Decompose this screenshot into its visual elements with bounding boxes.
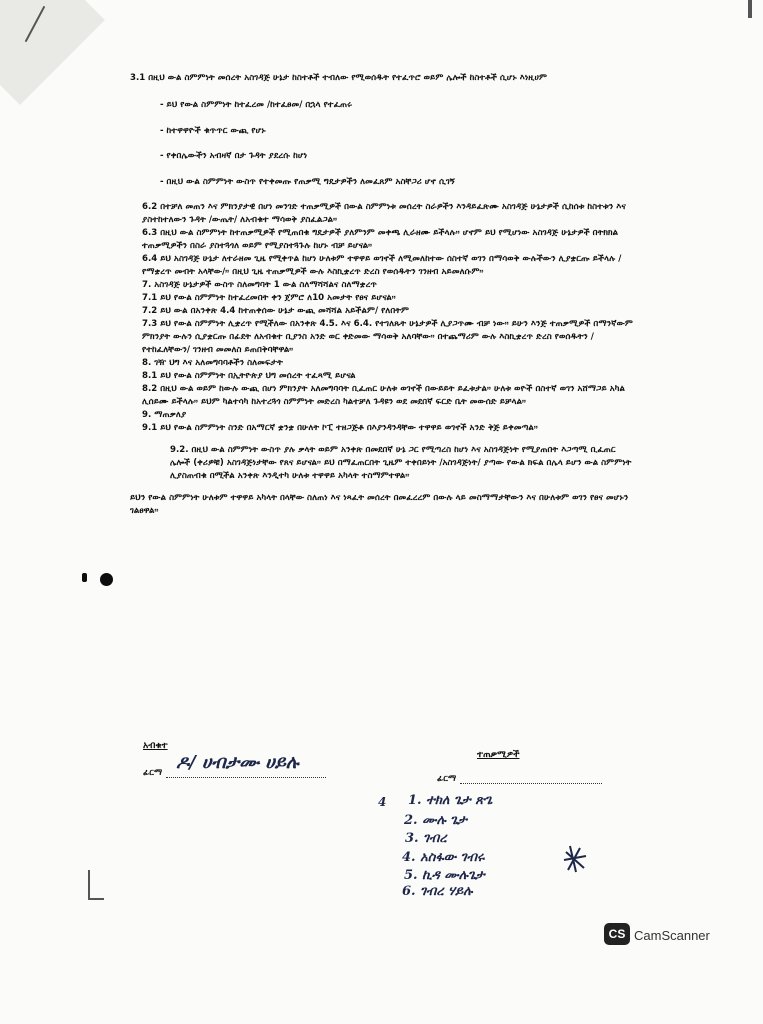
beneficiary-signature: 2. ሙሉ ጌታ	[404, 813, 467, 828]
list-item: - በዚህ ውል ስምምነት ውስጥ የተቀመጡ የጠቃሚ ግዴታዎችን ለመፈጸም አስቸጋሪ ሆኖ ሲገኝ	[160, 176, 455, 187]
page-edge-mark	[748, 0, 752, 18]
clause-7-2: 7.2 ይህ ውል በአንቀጽ 4.4 ከተጠቀሰው ሁኔታ ውጪ መሻሻል አይችልም/ የለበትም	[142, 306, 410, 316]
beneficiary-signature: 3. ገብረ	[405, 831, 447, 846]
folded-corner	[0, 0, 105, 105]
clause-8: 8. ገዥ ህግ እና አለመግባባቶችን ስለመፍታት	[142, 358, 283, 368]
clause-7: 7. አስገዳጅ ሁኔታዎች ውስጥ ስለመግባት 1 ውል ስለማሻሻልና ስለማቋረጥ	[142, 280, 377, 290]
list-item: - ይህ የውል ስምምነት ከተፈረመ /ከተፈፀመ/ በኋላ የተፈጠሩ	[160, 100, 353, 110]
beneficiary-signature: 4. አስፋው ገብሩ	[402, 850, 485, 865]
clause-6-4: 6.4 ይህ አስገዳጅ ሁኔታ ለተራዘመ ጊዜ የሚቀጥል ከሆነ ሁለቱም ተዋዋይ ወገኖች ለሚመለከተው ሰስተኛ ወገን በማሳወቅ ውሉችውን ሊያቋርጡ ይችላሉ /የማቋረጥ መብት አላቸው/። በዚህ ጊዜ ተጠቃሚዎች ውሉ እስኪቋረጥ ድረስ የወሰዱትን ገንዘብ አይመለሱም።	[142, 254, 622, 277]
sign-line-right	[460, 783, 602, 784]
closing-statement: ይህን የውል ስምምነት ሁለቱም ተዋዋይ አካላት በላቸው ስለጠነ እና ነጻፈት መሰረት በመፈረረም በውሉ ላይ መስማማታቸውን እና በሁለቱም ወገን የፀና መሆኑን ገልፀዋል።	[130, 493, 629, 516]
clause-7-1: 7.1 ይህ የውል ስምምነት ከተፈረመበት ቀን ጀምሮ ለ10 አመታት የፀና ይሆናል።	[142, 293, 396, 303]
section-3-1: 3.1 በዚህ ውል ስምምነት መሰረት አስገዳጅ ሁኔታ ከስተቶች ተብለው የሚወሰዱት የተፈጥሮ ወይም ሌሎች ከስተቶች ሲሆኑ እነዚሀም	[130, 73, 548, 83]
punch-hole	[100, 573, 113, 586]
list-item: - የቀበሌውችን አብዛኛ በታ ጉዳት ያደረሱ ከሆነ	[160, 151, 308, 161]
clause-9: 9. ማጠቃለያ	[142, 410, 187, 420]
clause-8-1: 8.1 ይህ የውል ስምምነት በኢትዮጵያ ህግ መሰረት ተፈጻሚ ይሆናል	[142, 371, 356, 381]
camscanner-logo: CS	[604, 923, 630, 945]
beneficiary-signature: 6. ገብረ ሃይሉ	[402, 884, 473, 899]
clause-8-2: 8.2 በዚህ ውል ወይም ከውሉ ውጪ በሆነ ምክንያት አለመግባባት ቢፈጠር ሁለቱ ወገኖች በውይይት ይፈቱታል። ሁለቱ ወዮች በስተኛ ወገን አሸማጋይ አካል ሊሰይሙ ይችላሉ። ይህም ካልተሳካ ከአተረጓጎ ስምምነት መድረስ ካልተቻለ ጉዳዩን ወደ መደበኛ ፍርድ ቤት መውሰድ ይቻላል።	[142, 384, 625, 407]
clause-9-1: 9.1 ይህ የውል ስምምነት ስንድ በአማርኛ ቋንቋ በሁለት ኮፒ ተዘጋጅቶ በእያንዳንዳቸው ተዋዋይ ወገኖች አንድ ቅጅ ይቀመጣል።	[142, 423, 538, 433]
beneficiary-signature: 5. ኪዳ ሙሉጌታ	[404, 868, 485, 883]
scribble-mark	[560, 842, 590, 876]
sign-label-right: ፊርማ	[437, 774, 457, 784]
document-body	[130, 72, 635, 518]
clause-6-2: 6.2 በተቻለ መጠን እና ምክንያታዊ በሆነ መንገድ ተጠቃሚዎች በውል ስምምነቱ መሰረት ስራዎችን እንዳይፈጽሙ አስገዳጅ ሁኔታዎች ሲከሰቱ ከስተቱን እና ያስተከተለውን ጉዳት /ውጤት/ ለአብቁተ ማሳወቅ ያስፈልጋል።	[142, 202, 626, 225]
party-right-label: ተጠቃሚዎች	[477, 750, 520, 760]
page-edge-mark	[88, 898, 104, 900]
clause-6-3: 6.3 በዚህ ውል ስምምነት ከተጠቃሚዎች የሚጠበቁ ግዴታዎች ያለምንም መቀጫ ሊራዘሙ ይችላሉ። ሆኖም ይህ የሚሆነው አስገዳጅ ሁኔታዎች በትክክል ተጠቃሚዎችን በስራ ያስተጓጎለ ወይም የሚያስተጓጉሉ ከሆኑ ብቻ ይሆናል።	[142, 228, 619, 251]
beneficiary-signature: 1. ተክለ ጌታ ጽጌ	[408, 793, 493, 808]
condition-list	[160, 99, 635, 189]
camscanner-watermark: CamScanner	[634, 928, 710, 943]
margin-number: 4	[378, 795, 387, 809]
left-signature: ዶ/ ሀብታሙ ሀይሉ	[176, 752, 299, 773]
sign-line-left	[166, 777, 326, 778]
party-left-label: አብቁተ	[143, 741, 168, 751]
punch-hole	[82, 573, 87, 582]
sign-label-left: ፊርማ	[143, 768, 163, 778]
list-item: - ከተዋዋዮች ቁጥጥር ውጪ የሆኑ	[160, 125, 266, 136]
clause-7-3: 7.3 ይህ የውል ስምምነት ሊቋረጥ የሚችለው በአንቀጽ 4.5. እና 6.4. የተገለጹት ሁኔታዎች ሊያጋጥሙ ብቻ ነው። ይሁን እንጅ ተጠቃሚዎች በማንኛውም ምክንያት ውሉን ሲያቋርጡ በፊደት ለአብቁተ ቢያንስ አንድ ወር ቀድመው ማሳወቅ አለባቸው። በተጨማሪም ውሉ እስኪቋረጥ ድረስ የወሰዱትን /የተከፈለቸውን/ ገንዘብ መመለስ ይጠበቅባቸዋል።	[142, 319, 633, 355]
page-edge-mark	[88, 870, 90, 900]
clause-9-2: 9.2. በዚህ ውል ስምምነት ውስጥ ያሉ ቃላት ወይም አንቀጽ በመደበኛ ሁኔ ጋር የሚጣረስ ከሆነ እና አስገዳጅነት የሚያጠበት እጋጣሚ ቢፈጠር ሌሎች (ቀሪዎቹ) አስገዳጅነታቸው የጸና ይሆናል። ይህ በማፈጠርበት ጊዜም ተቀበይነት /አስገዳጅነት/ ያጣው የውል ክፍል በሌላ ይሆን ውል ስምምነት ሊያስጠብቁ በሚችል አንቀጽ እንዲተካ ሁለቱ ተዋዋይ አካላት ተስማምተዋል።	[170, 445, 632, 481]
